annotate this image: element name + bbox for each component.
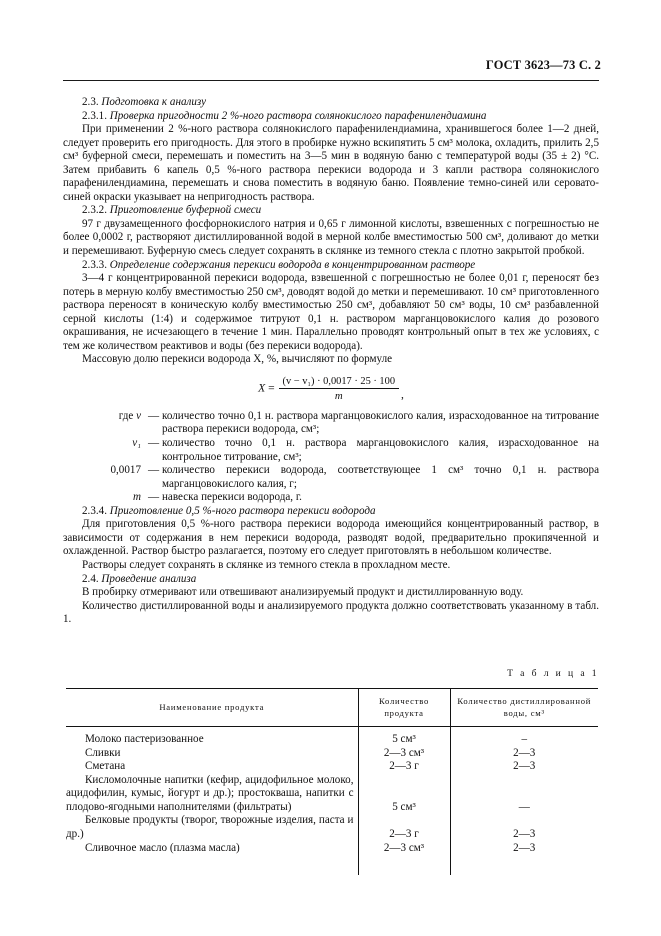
legend-key-cell — [63, 491, 146, 505]
legend-definition: количество точно 0,1 н. раствора марганцовокислого калия, израсходованное на титрование раствора перекиси водорода, см³; — [162, 409, 599, 436]
column-header-product-quantity — [358, 689, 450, 727]
page-header-standard-number: ГОСТ 3623—73 С. 2 — [485, 58, 601, 72]
cell-water-quantity: — — [450, 774, 598, 815]
legend-key-cell — [63, 410, 146, 437]
column-header-product-name: Наименование продукта — [66, 689, 358, 727]
paragraph-2-3-1-body: При применении 2 %-ного раствора солянокислого парафенилендиамина, хранившегося более 1—2 дней, следует проверить его пригодность. Для этого в пробирке нужно вскипятить 5 см³ молока, охладить, прилить 2,5 см³ буферной смеси, перемешать и поместить на 3—5 мин в водяную баню с температурой воды (35 ± 2) °С. Затем прибавить 6 капель 0,5 %-ного раствора перекиси водорода и 3 капли раствора солянокислого парафенилендиамина, перемешать и снова поместить в водяную баню. Появление темно-синей или серовато-синей окраски указывает на непригодность раствора. — [63, 123, 599, 203]
legend-key-cell — [63, 464, 146, 491]
section-number-2-3-1: 2.3.1. — [82, 109, 110, 122]
header-rule — [63, 80, 599, 81]
section-heading-2-3-1 — [63, 110, 599, 124]
legend-definition: количество точно 0,1 н. раствора марганцовокислого калия, израсходованное на контрольное титрование, см³; — [162, 437, 599, 463]
table-row — [66, 760, 598, 774]
cell-water-quantity: 2—3 — [450, 814, 598, 841]
section-title-2-3-4: Приготовление 0,5 %-ного раствора перекиси водорода — [109, 504, 376, 517]
section-number-2-4: 2.4. — [82, 572, 102, 585]
column-header-water-line2: воды, см³ — [503, 707, 545, 718]
section-title-2-3-2: Приготовление буферной смеси — [109, 204, 262, 217]
cell-empty — [450, 855, 598, 875]
formula-intro: Массовую долю перекиси водорода X, %, вычисляют по формуле — [82, 353, 393, 366]
table-header-row — [66, 689, 598, 727]
section-heading-2-3-2 — [63, 204, 599, 218]
formula-numerator: (v − v₁) · 0,0017 · 25 · 100 — [279, 376, 400, 389]
paragraph-2-4-body-2: Количество дистиллированной воды и анализируемого продукта должно соответствовать указанному в табл. 1. — [63, 599, 599, 626]
cell-product-quantity: 2—3 см³ — [358, 842, 450, 856]
table-row-spacer — [66, 855, 598, 875]
cell-empty — [358, 855, 450, 875]
table-header — [66, 689, 598, 727]
formula-denominator: m — [334, 389, 343, 402]
section-heading-2-3 — [63, 96, 599, 110]
cell-product-quantity: 5 см³ — [358, 727, 450, 747]
legend-row — [63, 491, 599, 505]
legend-dash: — — [147, 464, 160, 477]
cell-water-quantity: 2—3 — [450, 747, 598, 761]
section-number-2-3-3: 2.3.3. — [82, 258, 110, 271]
product-name-text: Белковые продукты (творог, творожные изделия, паста и др.) — [66, 814, 354, 841]
paragraph-2-3-4-note: Растворы следует сохранять в склянке из темного стекла в прохладном месте. — [82, 558, 451, 571]
product-name-text: Сметана — [85, 760, 126, 773]
legend-dash: — — [147, 409, 160, 422]
column-header-quantity-line2: продукта — [384, 707, 424, 718]
column-header-distilled-water — [450, 689, 598, 727]
paragraph-2-3-3-body: 3—4 г концентрированной перекиси водорода, взвешенной с погрешностью не более 0,01 г, переносят без потерь в мерную колбу вместимостью 250 см³, доводят водой до метки и перемешивают. 10 см³ приготовленного раствора переносят в коническую колбу вместимостью 250 см³, добавляют 50 см³ воды, 10 см³ разбавленной серной кислоты (1:4) и содержимое титруют 0,1 н. раствором марганцовокислого калия до розового окрашивания, не исчезающего в течение 1 мин. Параллельно проводят контрольный опыт в тех же условиях, с тем же количеством реактивов и воды (без перекиси водорода). — [63, 272, 599, 352]
formula-equals-sign: = — [268, 381, 275, 395]
section-title-2-3-1: Проверка пригодности 2 %-ного раствора солянокислого парафенилендиамина — [109, 109, 487, 122]
table-row — [66, 727, 598, 747]
section-number-2-3: 2.3. — [82, 96, 102, 108]
formula-legend — [63, 410, 599, 505]
table-caption-label: Т а б л и ц а 1 — [507, 668, 599, 679]
product-name-text: Сливочное масло (плазма масла) — [85, 841, 240, 854]
product-name-text: Молоко пастеризованное — [85, 733, 204, 746]
legend-symbol: 0,0017 — [110, 464, 141, 477]
legend-dash: — — [147, 491, 160, 504]
table-row — [66, 774, 598, 815]
cell-product-quantity: 5 см³ — [358, 774, 450, 815]
cell-product-name — [66, 760, 358, 774]
cell-product-name — [66, 814, 358, 841]
table-row — [66, 747, 598, 761]
document-body — [63, 96, 599, 627]
table-row — [66, 842, 598, 856]
cell-product-name — [66, 747, 358, 761]
cell-water-quantity: 2—3 — [450, 842, 598, 856]
section-number-2-3-2: 2.3.2. — [82, 204, 110, 217]
section-title-2-3-3: Определение содержания перекиси водорода в концентрированном растворе — [109, 258, 476, 271]
legend-symbol: v — [136, 409, 141, 422]
cell-product-name — [66, 727, 358, 747]
paragraph-2-4-body-1: В пробирку отмеривают или отвешивают анализируемый продукт и дистиллированную воду. — [82, 586, 524, 599]
cell-water-quantity: – — [450, 727, 598, 747]
legend-intro-word: где — [118, 409, 134, 422]
formula-result-symbol: X — [258, 381, 266, 395]
legend-row — [63, 464, 599, 491]
formula-trailing-punctuation: , — [401, 387, 404, 401]
products-water-table — [66, 688, 598, 875]
product-name-text: Сливки — [85, 746, 121, 759]
legend-definition: количество перекиси водорода, соответствующее 1 см³ точно 0,1 н. раствора марганцовокислого калия, г; — [162, 464, 599, 490]
cell-product-quantity: 2—3 см³ — [358, 747, 450, 761]
formula-fraction — [279, 376, 400, 402]
cell-water-quantity: 2—3 — [450, 760, 598, 774]
column-header-quantity-line1: Количество — [378, 696, 430, 706]
legend-row — [63, 437, 599, 464]
cell-product-name — [66, 774, 358, 815]
section-heading-2-4 — [63, 573, 599, 587]
cell-product-name — [66, 842, 358, 856]
product-name-text: Кисломолочные напитки (кефир, ацидофильное молоко, ацидофилин, кумыс, йогурт и др.); простокваша, напитки с плодово-ягодными наполнителями (фильтраты) — [66, 773, 354, 813]
formula-mass-fraction — [63, 376, 599, 402]
paragraph-2-3-4-body: Для приготовления 0,5 %-ного раствора перекиси водорода имеющийся концентрированный раствор, в зависимости от содержания в нем перекиси водорода, разводят водой, предварительно прокипяченной и охлажденной. Раствор быстро разлагается, поэтому его следует приготовлять в небольшом количестве. — [63, 518, 599, 558]
table-body — [66, 727, 598, 875]
section-heading-2-3-4 — [63, 505, 599, 519]
section-heading-2-3-3 — [63, 259, 599, 273]
cell-product-quantity: 2—3 г — [358, 814, 450, 841]
cell-empty — [66, 855, 358, 875]
column-header-water-line1: Количество дистиллированной — [457, 696, 592, 706]
section-number-2-3-4: 2.3.4. — [82, 504, 110, 517]
table-row — [66, 814, 598, 841]
legend-symbol: m — [132, 491, 141, 504]
legend-symbol: v₁ — [132, 437, 141, 450]
legend-definition: навеска перекиси водорода, г. — [162, 491, 302, 504]
legend-key-cell — [63, 437, 146, 464]
legend-row — [63, 410, 599, 437]
legend-dash: — — [147, 437, 160, 450]
section-title-2-3: Подготовка к анализу — [101, 96, 207, 108]
paragraph-2-3-2-body: 97 г двузамещенного фосфорнокислого натрия и 0,65 г лимонной кислоты, взвешенных с погрешностью не более 0,0002 г, растворяют дистиллированной водой в мерной колбе вместимостью 500 см³, доливают до метки и перемешивают. Буферную смесь следует сохранять в склянке из темного стекла с плотно закрытой пробкой. — [63, 217, 599, 258]
cell-product-quantity: 2—3 г — [358, 760, 450, 774]
section-title-2-4: Проведение анализа — [101, 572, 197, 585]
